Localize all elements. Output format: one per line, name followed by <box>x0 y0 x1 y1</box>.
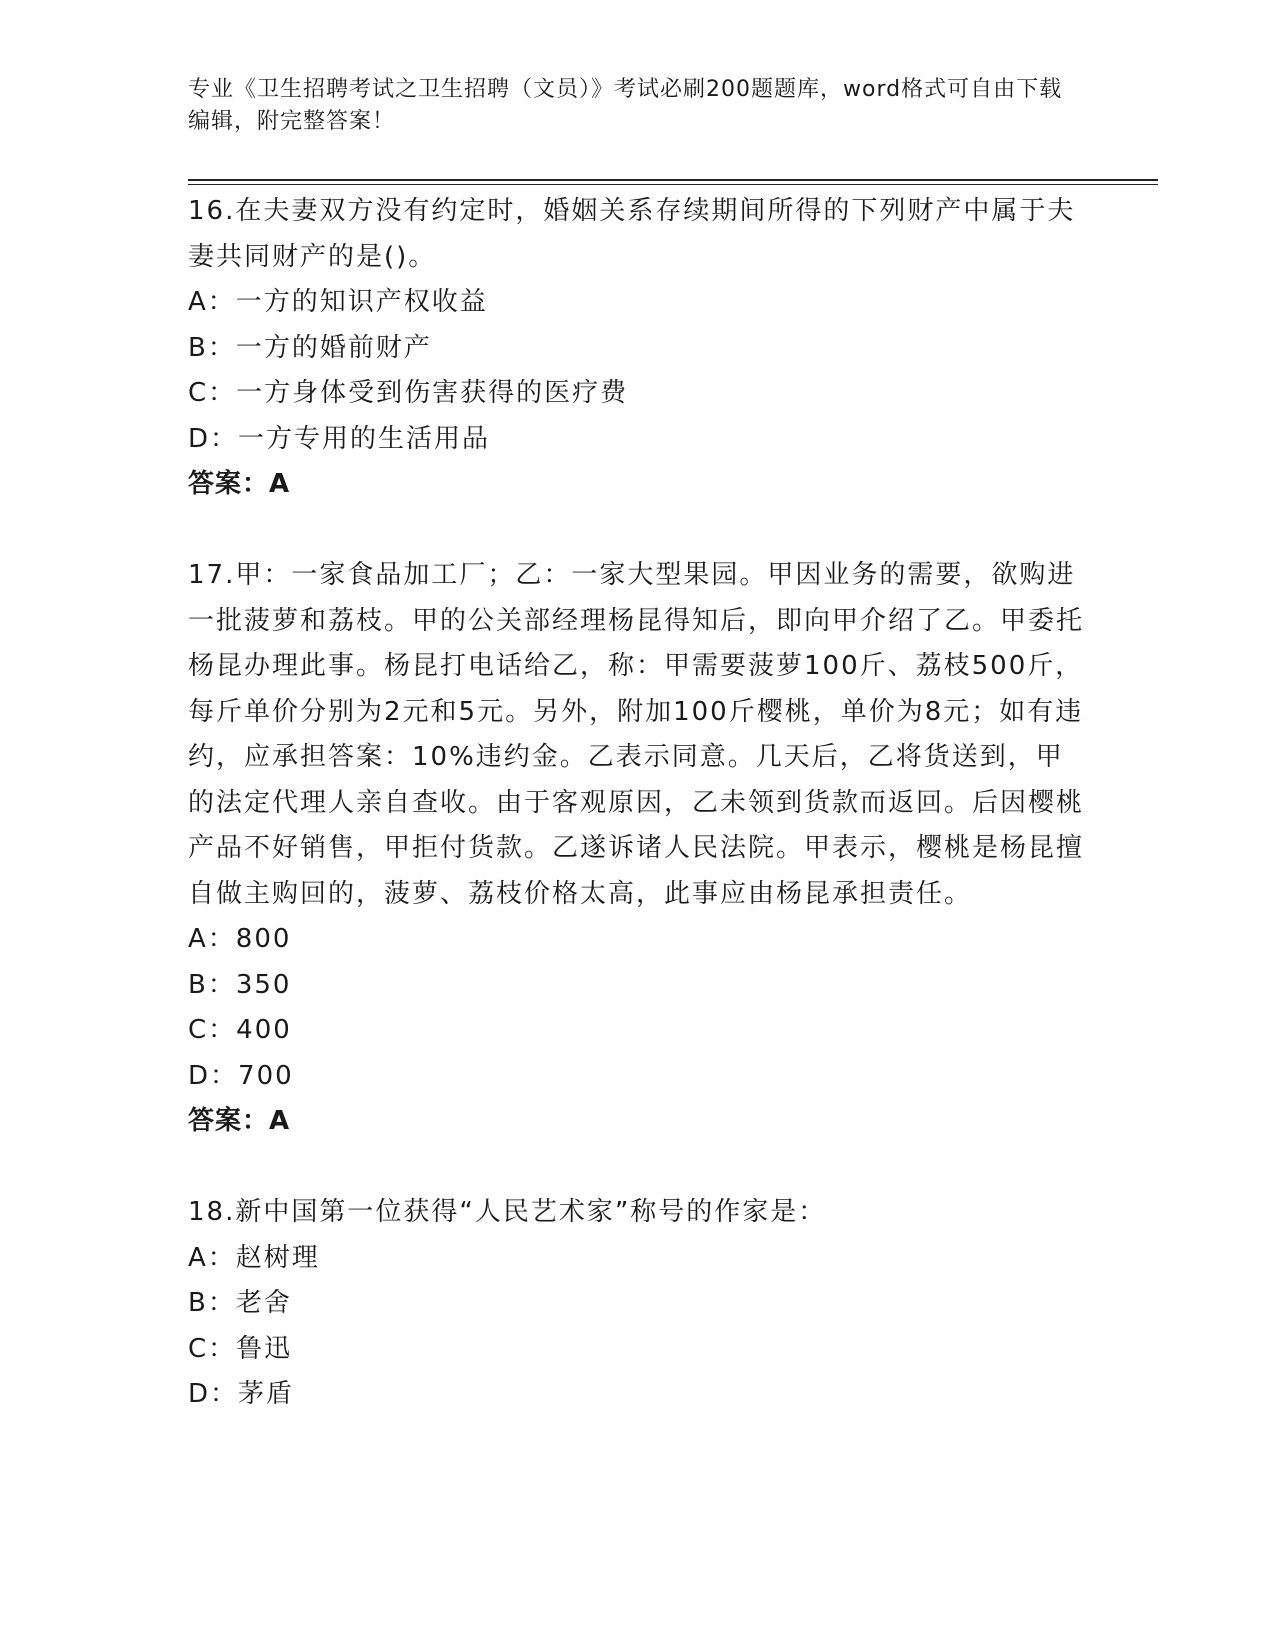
option-c: C：400 <box>188 1015 292 1045</box>
option-c: C：一方身体受到伤害获得的医疗费 <box>188 378 629 408</box>
option-b: B：350 <box>188 969 292 1000</box>
answer-line: 答案：A <box>188 1106 291 1136</box>
question-stem: 18.新中国第一位获得“人民艺术家”称号的作家是： <box>188 1197 827 1227</box>
option-a: A：800 <box>188 924 292 954</box>
question-18 <box>188 1190 1088 1418</box>
question-list <box>188 189 1088 1418</box>
option-d: D：700 <box>188 1060 294 1091</box>
option-a: A：赵树理 <box>188 1242 320 1273</box>
option-d: D：一方专用的生活用品 <box>188 423 491 454</box>
answer-line: 答案：A <box>188 469 291 499</box>
question-17 <box>188 553 1088 1145</box>
option-b: B：一方的婚前财产 <box>188 332 432 363</box>
option-b: B：老舍 <box>188 1288 292 1318</box>
question-spacer <box>188 1145 1088 1191</box>
question-stem: 16.在夫妻双方没有约定时，婚姻关系存续期间所得的下列财产中属于夫妻共同财产的是()。 <box>188 196 1076 272</box>
question-spacer <box>188 508 1088 554</box>
option-a: A：一方的知识产权收益 <box>188 287 488 317</box>
option-c: C：鲁迅 <box>188 1333 293 1364</box>
question-16 <box>188 189 1088 508</box>
document-header: 专业《卫生招聘考试之卫生招聘（文员）》考试必刷200题题库，word格式可自由下载编辑，附完整答案！ <box>188 77 1063 134</box>
question-stem: 17.甲：一家食品加工厂；乙：一家大型果园。甲因业务的需要，欲购进一批菠萝和荔枝。甲的公关部经理杨昆得知后，即向甲介绍了乙。甲委托杨昆办理此事。杨昆打电话给乙，称：甲需要菠萝100斤、荔枝500斤，每斤单价分别为2元和5元。另外，附加100斤樱桃，单价为8元；如有违约，应承担答案：10%违约金。乙表示同意。几天后，乙将货送到，甲的法定代理人亲自查收。由于客观原因，乙未领到货款而返回。后因樱桃产品不好销售，甲拒付货款。乙遂诉诸人民法院。甲表示，樱桃是杨昆擅自做主购回的，菠萝、荔枝价格太高，此事应由杨昆承担责任。 <box>188 560 1085 909</box>
header-divider-thin <box>188 184 1158 185</box>
option-d: D：茅盾 <box>188 1379 295 1409</box>
header-divider-thick <box>188 179 1158 181</box>
